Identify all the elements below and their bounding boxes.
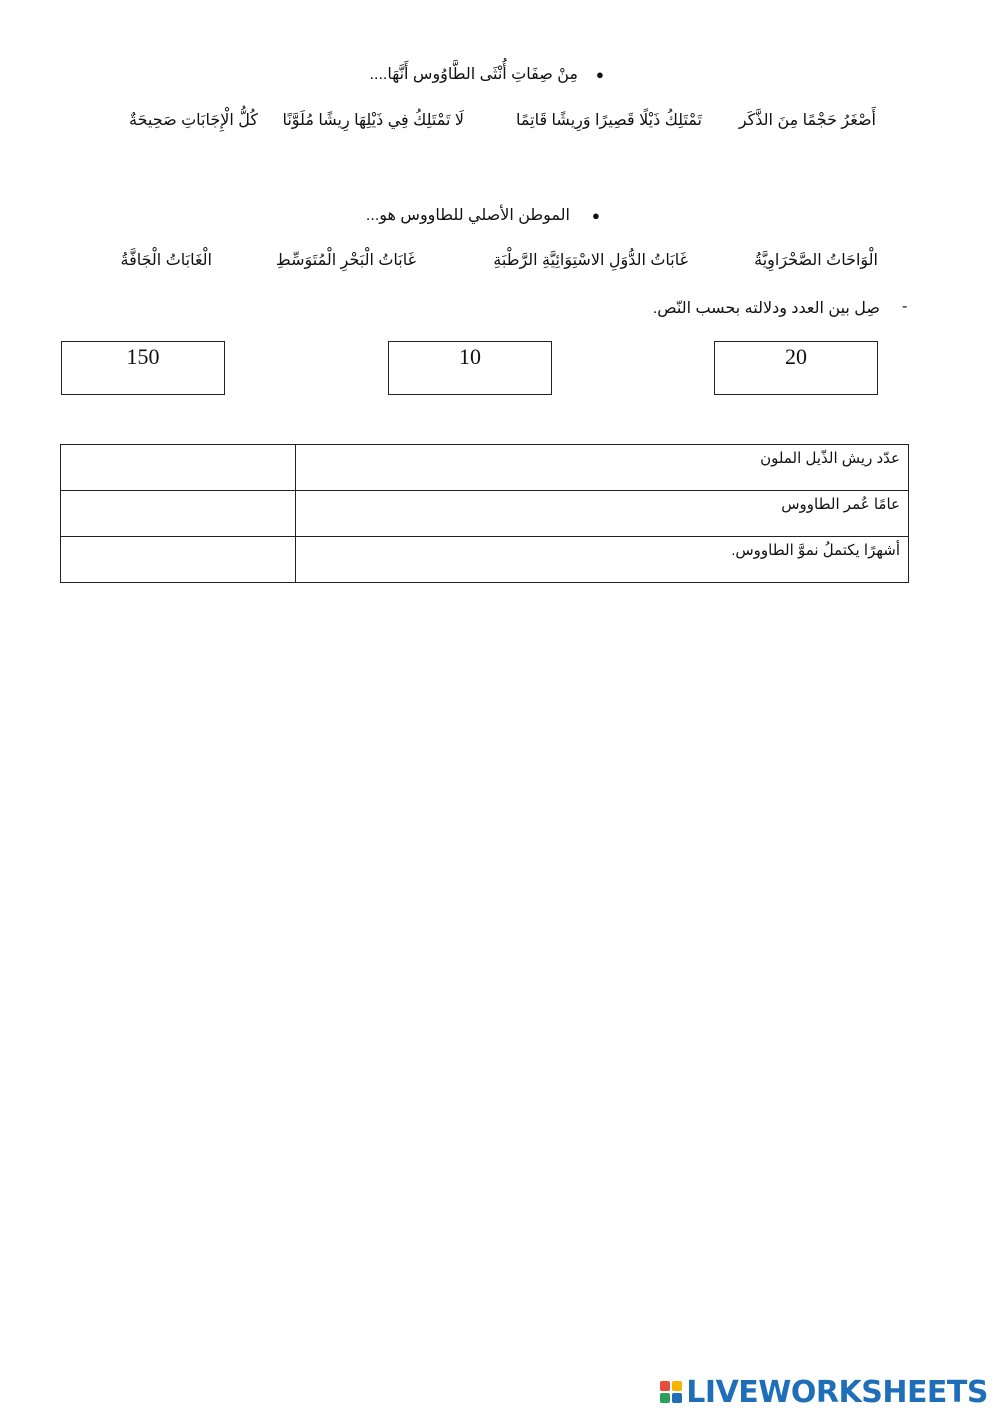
q2-option-2[interactable]: غَابَاتُ الدُّوَلِ الاسْتِوَائِيَّةِ الرَّطْبَةِ <box>493 252 688 269</box>
q2-option-1[interactable]: الْوَاحَاتُ الصَّحْرَاوِيَّةُ <box>754 252 878 269</box>
question-1-bullet: ● <box>596 67 604 82</box>
liveworksheets-logo <box>660 1375 988 1409</box>
instruction-dash: - <box>902 298 908 315</box>
q1-option-1[interactable]: أَصْغَرُ حَجْمًا مِنَ الذَّكَر <box>738 112 876 129</box>
q2-option-4[interactable]: الْغَابَاتُ الْجَافَّةُ <box>120 252 212 269</box>
number-box-20[interactable]: 20 <box>714 341 878 395</box>
matching-table <box>60 444 909 583</box>
q1-option-2[interactable]: تَمْتَلِكُ ذَيْلًا قَصِيرًا وَرِيشًا قَاتِمًا <box>516 112 702 129</box>
question-1-text: مِنْ صِفَاتِ أُنْثَى الطَّاوُوس أَنَّهَا.... <box>369 66 578 83</box>
question-2-text: الموطن الأصلي للطاووس هو... <box>365 207 570 224</box>
table-row <box>61 445 909 491</box>
matching-instruction: صِل بين العدد ودلالته بحسب النّص. <box>652 300 880 317</box>
answer-drop-zone-2[interactable] <box>61 491 296 537</box>
question-2-bullet: ● <box>592 208 600 223</box>
q1-option-4[interactable]: كُلُّ الْإِجَابَاتِ صَحِيحَةٌ <box>129 112 258 129</box>
number-box-10[interactable]: 10 <box>388 341 552 395</box>
q2-option-3[interactable]: غَابَاتُ الْبَحْرِ الْمُتَوَسِّطِ <box>275 252 416 269</box>
answer-drop-zone-3[interactable] <box>61 537 296 583</box>
logo-text: LIVEWORKSHEETS <box>686 1374 988 1410</box>
logo-mark-icon <box>660 1381 682 1403</box>
table-row <box>61 491 909 537</box>
answer-drop-zone-1[interactable] <box>61 445 296 491</box>
number-box-150[interactable]: 150 <box>61 341 225 395</box>
row-label-tail-feathers: عدّد ريش الذّيل الملون <box>295 445 908 491</box>
row-label-lifespan: عامًا عُمر الطاووس <box>295 491 908 537</box>
table-row <box>61 537 909 583</box>
row-label-growth-months: أشهرًا يكتملُ نموَّ الطاووس. <box>295 537 908 583</box>
q1-option-3[interactable]: لَا تَمْتَلِكُ فِي ذَيْلِهَا رِيشًا مُلَوَّنًا <box>282 112 464 129</box>
